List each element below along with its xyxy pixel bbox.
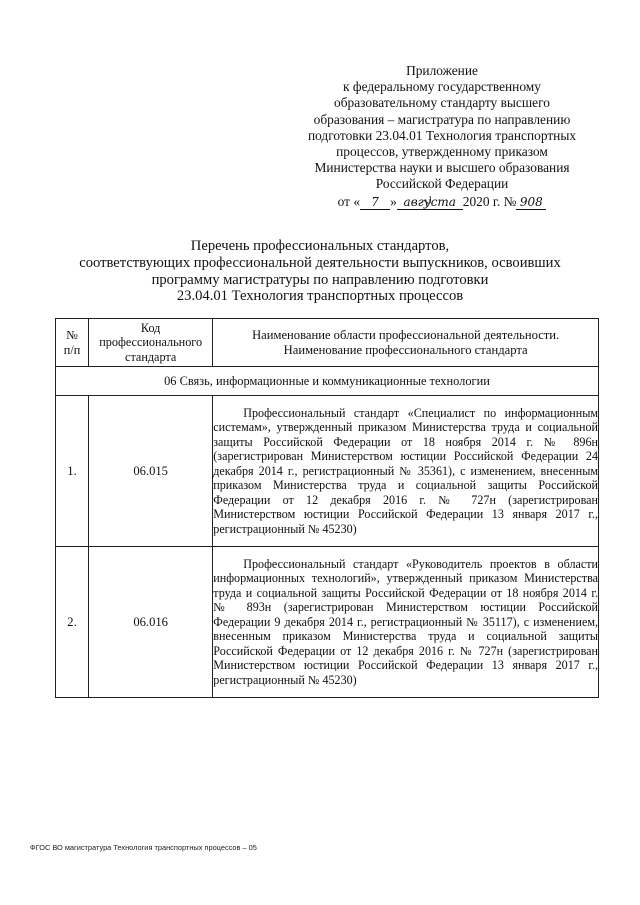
appendix-line: процессов, утвержденному приказом — [336, 144, 548, 160]
appendix-line: к федеральному государственному — [343, 79, 541, 95]
section-title: 06 Связь, информационные и коммуникационные технологии — [56, 367, 599, 396]
date-prefix: от « — [337, 193, 361, 209]
row-num: 1. — [56, 396, 89, 547]
title-line: Перечень профессиональных стандартов, — [190, 238, 450, 254]
section-row — [56, 367, 599, 396]
header-code-cell — [89, 319, 213, 367]
order-number-handwritten: 908 — [516, 195, 546, 210]
row-description: Профессиональный стандарт «Руководитель проектов в области информационных технологий», утвержденный приказом Министерства труда и социальной защиты Российской Федерации от 18 ноября 2014 г. № 893н (зарегистрирован Министерством юстиции Российской Федерации 9 декабря 2014 г., регистрационный № 35117), с изменением, внесенным приказом Министерства труда и социальной защиты Российской Федерации от 12 декабря 2016 г. № 727н (зарегистрирован Министерством юстиции Российской Федерации 13 января 2017 г., регистрационный № 45230) — [213, 556, 598, 687]
row-code: 06.016 — [89, 547, 213, 698]
header-num: № п/п — [63, 328, 81, 357]
date-mid: » — [390, 193, 397, 209]
row-code: 06.015 — [89, 396, 213, 547]
document-title — [40, 238, 600, 305]
standards-table — [55, 318, 599, 698]
row-description-cell — [213, 547, 599, 698]
header-code: Код профессионального стандарта — [99, 321, 203, 364]
table-row — [56, 396, 599, 547]
row-description-cell — [213, 396, 599, 547]
header-name: Наименование области профессиональной деятельности. Наименование профессионального стандарта — [252, 327, 560, 357]
date-year: 2020 г. № — [462, 193, 517, 209]
date-month-handwritten: августа — [397, 195, 463, 210]
row-num: 2. — [56, 547, 89, 698]
appendix-line: образовательному стандарту высшего — [334, 95, 550, 111]
appendix-line: Российской Федерации — [375, 176, 509, 192]
handwriting-strokes-icon — [380, 178, 580, 208]
table-row — [56, 547, 599, 698]
title-line: соответствующих профессиональной деятельности выпускников, освоивших — [79, 254, 561, 271]
header-num-cell — [56, 319, 89, 367]
row-description: Профессиональный стандарт «Специалист по информационным системам», утвержденный приказом Министерства труда и социальной защиты Российской Федерации от 18 ноября 2014 г. № 896н (зарегистрирован Министерством юстиции Российской Федерации 24 декабря 2014 г., регистрационный № 35361), с изменением, внесенным приказом Министерства труда и социальной защиты Российской Федерации от 12 декабря 2016 г. № 727н (зарегистрирован Министерством юстиции Российской Федерации 13 января 2017 г., регистрационный № 45230) — [213, 405, 598, 536]
title-line: программу магистратуры по направлению подготовки — [151, 271, 489, 288]
appendix-line: Приложение — [406, 63, 478, 78]
appendix-line: образования – магистратура по направлению — [313, 111, 571, 127]
table-header-row — [56, 319, 599, 367]
header-name-cell — [213, 319, 599, 367]
appendix-line: Министерства науки и высшего образования — [314, 160, 570, 176]
title-line: 23.04.01 Технология транспортных процессов — [176, 288, 464, 305]
date-day-handwritten: 7 — [360, 195, 390, 210]
appendix-line: подготовки 23.04.01 Технология транспортных — [307, 127, 577, 143]
page-footer: ФГОС ВО магистратура Технология транспортных процессов – 05 — [30, 843, 257, 852]
